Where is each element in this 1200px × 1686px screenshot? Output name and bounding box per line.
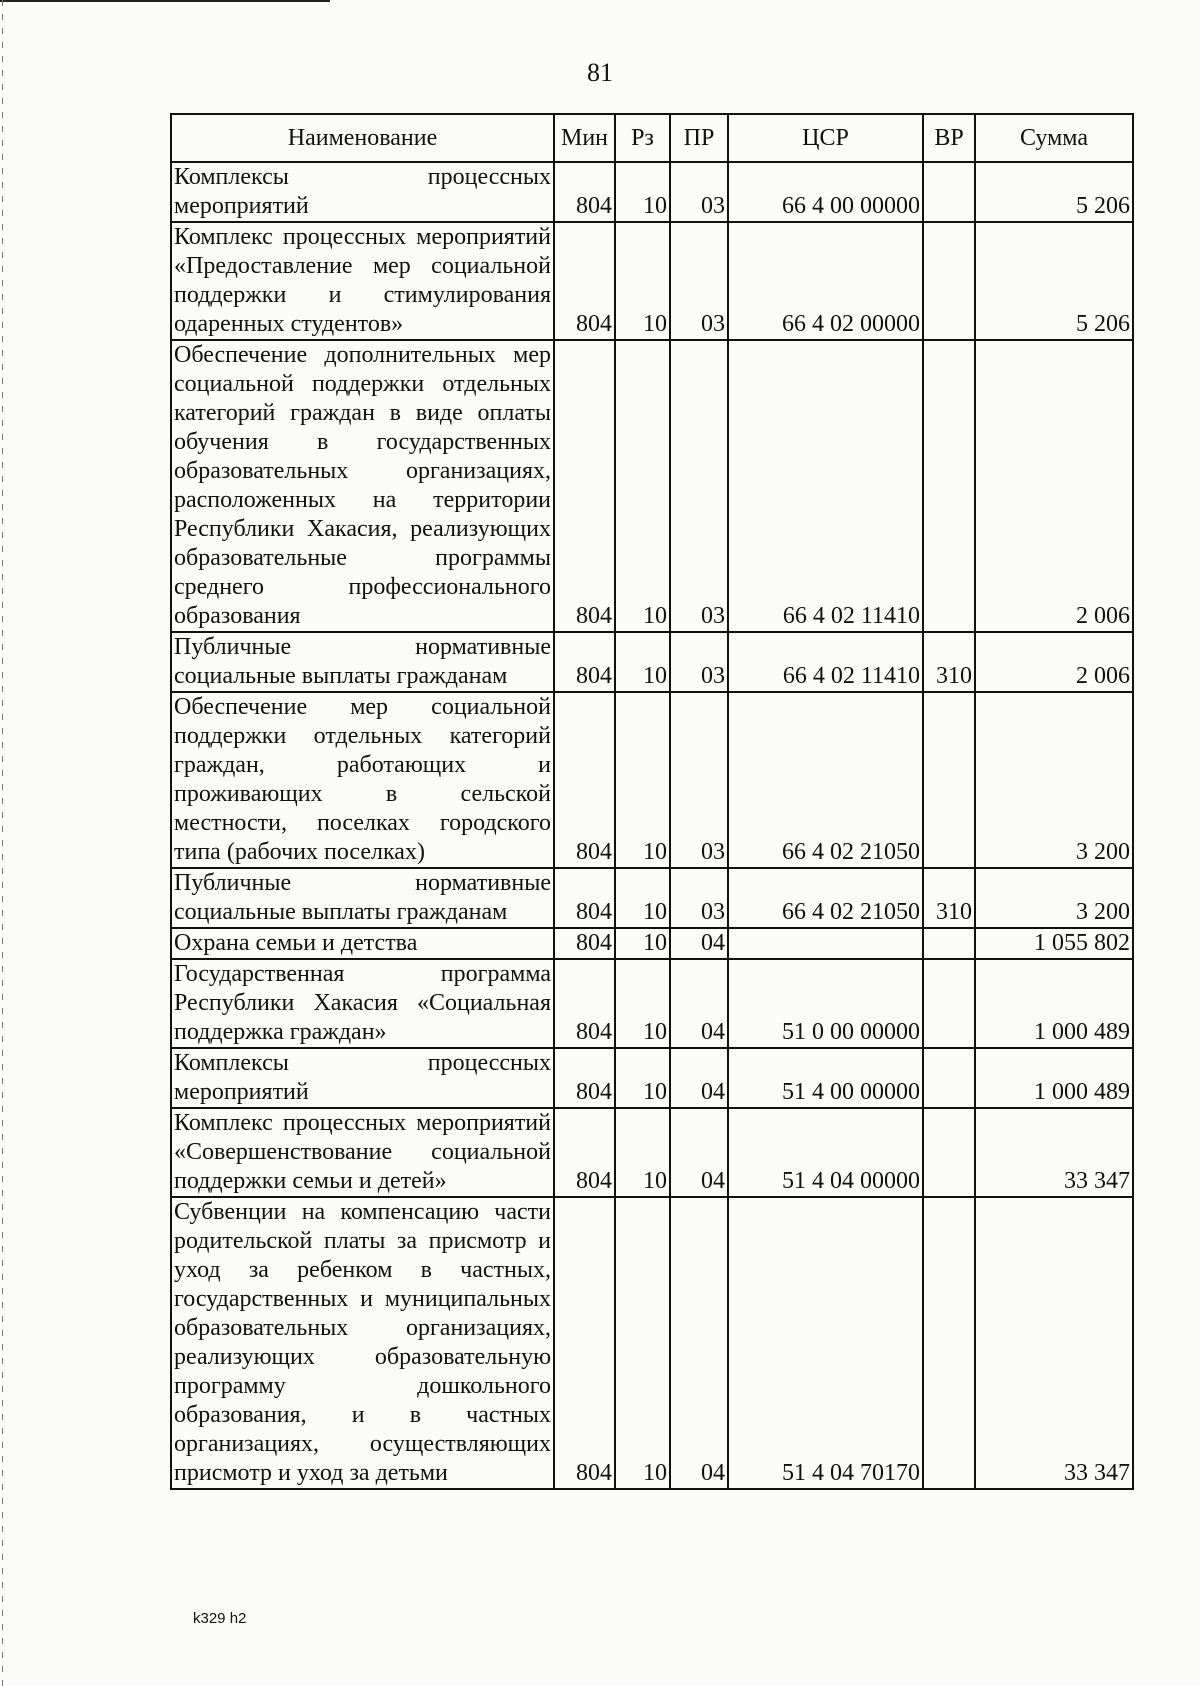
table-row [171, 692, 1133, 868]
cell-name: Субвенции на компенсацию части родительской платы за присмотр и уход за ребенком в частных, государственных и муниципальных образовательных организациях, реализующих образовательную программу дошкольного образования, и в частных организациях, осуществляющих присмотр и уход за детьми [171, 1197, 554, 1489]
cell-sum: 1 000 489 [975, 1048, 1133, 1108]
cell-pr: 03 [670, 222, 728, 340]
table-row [171, 162, 1133, 222]
top-rule [0, 0, 330, 2]
cell-name: Комплекс процессных мероприятий «Совершенствование социальной поддержки семьи и детей» [171, 1108, 554, 1197]
cell-csr: 51 4 00 00000 [728, 1048, 923, 1108]
cell-sum: 1 055 802 [975, 928, 1133, 959]
cell-pr: 03 [670, 868, 728, 928]
cell-vr [923, 1108, 975, 1197]
cell-pr: 04 [670, 1048, 728, 1108]
cell-min: 804 [554, 340, 615, 632]
cell-name: Комплексы процессных мероприятий [171, 1048, 554, 1108]
cell-rz: 10 [615, 340, 670, 632]
table-body [171, 162, 1133, 1489]
cell-pr: 03 [670, 162, 728, 222]
cell-rz: 10 [615, 1108, 670, 1197]
cell-name: Комплекс процессных мероприятий «Предоставление мер социальной поддержки и стимулирования одаренных студентов» [171, 222, 554, 340]
cell-sum: 3 200 [975, 692, 1133, 868]
cell-vr [923, 959, 975, 1048]
cell-rz: 10 [615, 162, 670, 222]
header-rz: Рз [615, 114, 670, 162]
cell-min: 804 [554, 928, 615, 959]
cell-csr: 51 4 04 70170 [728, 1197, 923, 1489]
cell-csr: 66 4 00 00000 [728, 162, 923, 222]
cell-vr: 310 [923, 868, 975, 928]
cell-min: 804 [554, 1048, 615, 1108]
cell-rz: 10 [615, 1197, 670, 1489]
cell-sum: 5 206 [975, 222, 1133, 340]
cell-min: 804 [554, 959, 615, 1048]
cell-vr [923, 340, 975, 632]
left-margin-line [2, 0, 3, 1686]
table-row [171, 1108, 1133, 1197]
header-csr: ЦСР [728, 114, 923, 162]
table-row [171, 868, 1133, 928]
cell-min: 804 [554, 162, 615, 222]
header-sum: Сумма [975, 114, 1133, 162]
cell-vr [923, 1048, 975, 1108]
cell-pr: 03 [670, 632, 728, 692]
cell-name: Публичные нормативные социальные выплаты гражданам [171, 868, 554, 928]
cell-min: 804 [554, 632, 615, 692]
cell-name: Обеспечение дополнительных мер социальной поддержки отдельных категорий граждан в виде оплаты обучения в государственных образовательных организациях, расположенных на территории Республики Хакасия, реализующих образовательные программы среднего профессионального образования [171, 340, 554, 632]
cell-min: 804 [554, 1197, 615, 1489]
cell-sum: 1 000 489 [975, 959, 1133, 1048]
cell-vr: 310 [923, 632, 975, 692]
cell-csr: 51 4 04 00000 [728, 1108, 923, 1197]
cell-pr: 03 [670, 692, 728, 868]
cell-name: Государственная программа Республики Хакасия «Социальная поддержка граждан» [171, 959, 554, 1048]
cell-csr: 51 0 00 00000 [728, 959, 923, 1048]
table-row [171, 928, 1133, 959]
table-row [171, 632, 1133, 692]
cell-name: Охрана семьи и детства [171, 928, 554, 959]
cell-name: Комплексы процессных мероприятий [171, 162, 554, 222]
cell-csr: 66 4 02 21050 [728, 692, 923, 868]
cell-rz: 10 [615, 868, 670, 928]
cell-sum: 5 206 [975, 162, 1133, 222]
cell-name: Публичные нормативные социальные выплаты гражданам [171, 632, 554, 692]
cell-sum: 33 347 [975, 1108, 1133, 1197]
cell-min: 804 [554, 692, 615, 868]
cell-csr: 66 4 02 11410 [728, 340, 923, 632]
cell-pr: 04 [670, 1197, 728, 1489]
cell-sum: 2 006 [975, 340, 1133, 632]
cell-csr: 66 4 02 21050 [728, 868, 923, 928]
cell-name: Обеспечение мер социальной поддержки отдельных категорий граждан, работающих и проживающих в сельской местности, поселках городского типа (рабочих поселках) [171, 692, 554, 868]
table-header-row [171, 114, 1133, 162]
cell-pr: 04 [670, 959, 728, 1048]
cell-min: 804 [554, 1108, 615, 1197]
cell-rz: 10 [615, 928, 670, 959]
cell-sum: 3 200 [975, 868, 1133, 928]
table-row [171, 340, 1133, 632]
cell-rz: 10 [615, 1048, 670, 1108]
budget-table [170, 113, 1134, 1490]
cell-rz: 10 [615, 632, 670, 692]
table-row [171, 222, 1133, 340]
cell-pr: 04 [670, 928, 728, 959]
cell-sum: 2 006 [975, 632, 1133, 692]
header-vr: ВР [923, 114, 975, 162]
cell-min: 804 [554, 868, 615, 928]
footer-code: k329 h2 [193, 1610, 247, 1627]
cell-pr: 04 [670, 1108, 728, 1197]
cell-rz: 10 [615, 692, 670, 868]
cell-csr: 66 4 02 11410 [728, 632, 923, 692]
cell-vr [923, 162, 975, 222]
cell-csr [728, 928, 923, 959]
page-number: 81 [587, 58, 613, 87]
cell-vr [923, 222, 975, 340]
cell-csr: 66 4 02 00000 [728, 222, 923, 340]
cell-rz: 10 [615, 959, 670, 1048]
cell-vr [923, 1197, 975, 1489]
table-row [171, 1197, 1133, 1489]
table-row [171, 959, 1133, 1048]
cell-vr [923, 692, 975, 868]
cell-sum: 33 347 [975, 1197, 1133, 1489]
header-min: Мин [554, 114, 615, 162]
header-name: Наименование [171, 114, 554, 162]
cell-min: 804 [554, 222, 615, 340]
cell-vr [923, 928, 975, 959]
header-pr: ПР [670, 114, 728, 162]
table-row [171, 1048, 1133, 1108]
cell-pr: 03 [670, 340, 728, 632]
cell-rz: 10 [615, 222, 670, 340]
